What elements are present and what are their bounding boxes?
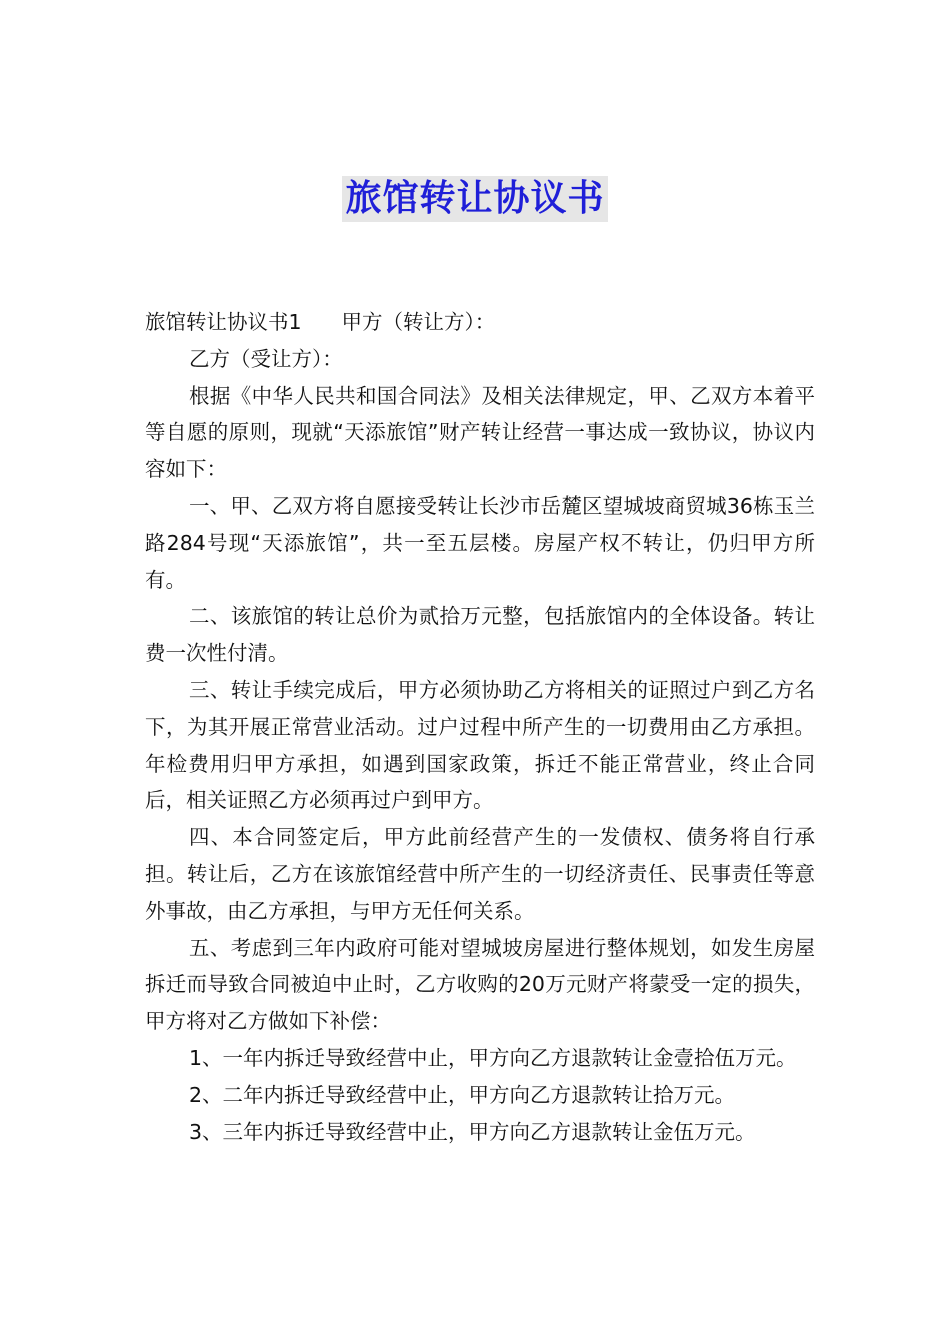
compensation-item-1: 1、一年内拆迁导致经营中止，甲方向乙方退款转让金壹拾伍万元。 [189,1045,797,1070]
compensation-item-2: 2、二年内拆迁导致经营中止，甲方向乙方退款转让拾万元。 [189,1082,736,1107]
title-container [0,176,950,222]
document-title: 旅馆转让协议书 [342,176,607,222]
paragraph-preamble: 根据《中华人民共和国合同法》及相关法律规定，甲、乙双方本着平等自愿的原则，现就“天添旅馆”财产转让经营一事达成一致协议，协议内容如下： [145,383,815,482]
clause-2: 二、该旅馆的转让总价为贰拾万元整，包括旅馆内的全体设备。转让费一次性付清。 [145,604,815,666]
compensation-item-3: 3、三年内拆迁导致经营中止，甲方向乙方退款转让金伍万元。 [189,1119,756,1144]
clause-1: 一、甲、乙双方将自愿接受转让长沙市岳麓区望城坡商贸城36栋玉兰路284号现“天添旅馆”，共一至五层楼。房屋产权不转让，仍归甲方所有。 [145,493,815,592]
clause-4: 四、本合同签定后，甲方此前经营产生的一发债权、债务将自行承担。转让后，乙方在该旅馆经营中所产生的一切经济责任、民事责任等意外事故，由乙方承担，与甲方无任何关系。 [145,825,815,923]
party-a-label: 甲方（转让方）： [341,310,496,334]
clause-3: 三、转让手续完成后，甲方必须协助乙方将相关的证照过户到乙方名下，为其开展正常营业活动。过户过程中所产生的一切费用由乙方承担。年检费用归甲方承担，如遇到国家政策，拆迁不能正常营业，终止合同后，相关证照乙方必须再过户到甲方。 [145,677,815,813]
subheading: 旅馆转让协议书1 [145,310,302,334]
paragraph-heading-party-a [145,304,815,341]
document-body [145,304,815,1150]
party-b-label: 乙方（受让方）： [189,346,343,371]
clause-5: 五、考虑到三年内政府可能对望城坡房屋进行整体规划，如发生房屋拆迁而导致合同被迫中止时，乙方收购的20万元财产将蒙受一定的损失，甲方将对乙方做如下补偿： [145,935,815,1034]
